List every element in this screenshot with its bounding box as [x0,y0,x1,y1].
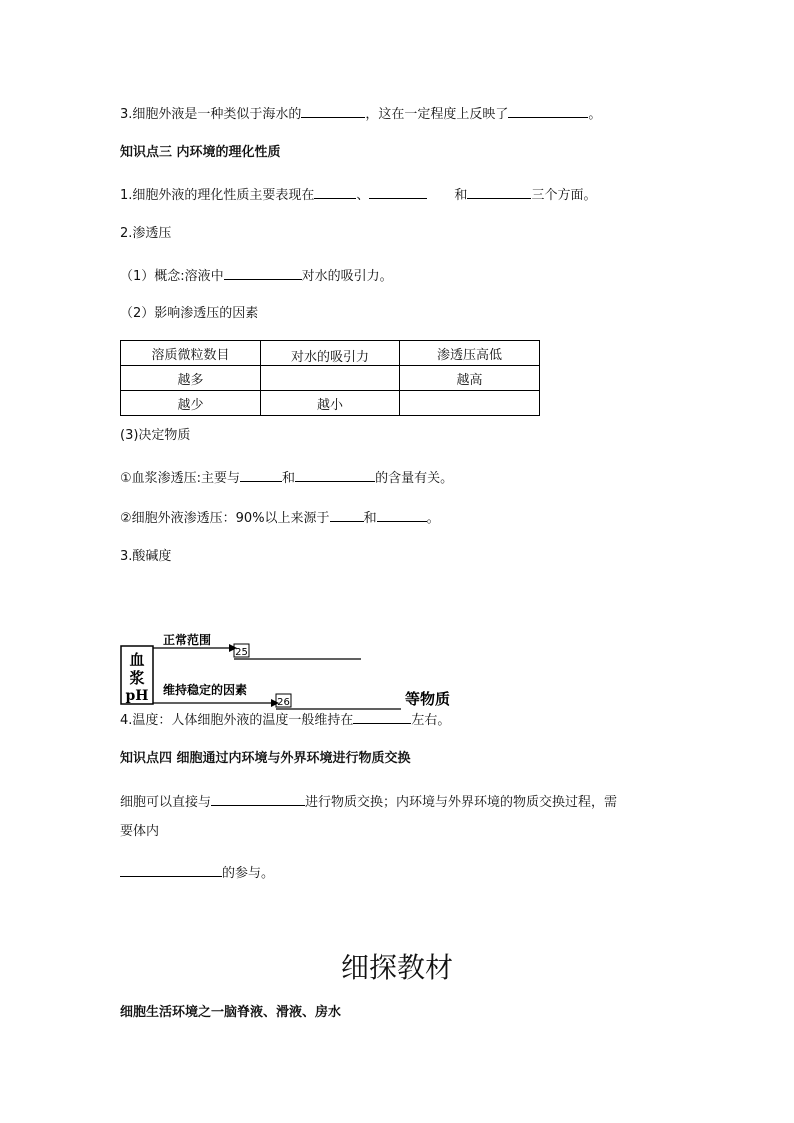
text: 进行物质交换；内环境与外界环境的物质交换过程，需 [305,795,618,810]
fill-blank[interactable] [467,184,531,199]
fill-blank[interactable] [301,103,365,118]
text-line-factors: （2）影响渗透压的因素 [120,306,259,321]
table-cell: 越高 [400,366,540,391]
fill-blank[interactable] [224,265,302,280]
arrow1-label: 正常范围 [163,633,212,647]
fill-blank[interactable] [240,467,282,482]
ph-diagram [119,628,479,710]
text: ①血浆渗透压:主要与 [120,471,241,486]
table-cell: 越小 [261,391,400,416]
text: 和 [363,511,377,526]
tail-text: 等物质 [405,690,451,708]
text-line-osmotic: 2.渗透压 [120,226,172,241]
fill-blank[interactable] [508,103,588,118]
fill-blank[interactable] [211,791,305,806]
text: 3.细胞外液是一种类似于海水的 [120,107,302,122]
text-line-exchange-cont: 要体内 [120,824,160,839]
text: 的参与。 [222,866,275,881]
fill-blank[interactable] [295,467,375,482]
text: ，这在一定程度上反映了 [365,107,509,122]
text: （1）概念:溶液中 [120,269,224,284]
section-title-3: 知识点三 内环境的理化性质 [120,145,281,160]
text-line-concept [120,265,393,286]
text-line-exchange [120,791,617,812]
table-row [121,391,540,416]
subheading: 细胞生活环境之一脑脊液、滑液、房水 [120,1005,342,1020]
text: 三个方面。 [531,188,597,203]
fill-blank[interactable] [377,507,427,522]
text-line-properties [120,184,596,205]
text: 4.温度：人体细胞外液的温度一般维持在 [120,713,354,728]
text: 、 [356,188,370,203]
box-text: 血 [129,651,145,669]
text-line-temperature [120,709,450,730]
text-line-participation [120,862,274,883]
table-header-cell: 对水的吸引力 [261,341,400,366]
text: 左右。 [411,713,451,728]
text: 的含量有关。 [375,471,454,486]
table-cell: 越多 [121,366,261,391]
box-text: pH [125,688,149,704]
table-row [121,366,540,391]
text: 1.细胞外液的理化性质主要表现在 [120,188,315,203]
box-text: 浆 [129,669,145,687]
text: 。 [426,511,440,526]
section-title-4: 知识点四 细胞通过内环境与外界环境进行物质交换 [120,751,411,766]
text-line-plasma-osmotic [120,467,453,488]
fill-blank[interactable] [369,184,427,199]
arrow2-label: 维持稳定的因素 [163,683,248,697]
text-line-ecf-osmotic [120,507,440,528]
table-header-cell: 渗透压高低 [400,341,540,366]
text: 和 [282,471,296,486]
osmotic-factors-table [120,340,540,416]
text: 细胞可以直接与 [120,795,212,810]
text: ②细胞外液渗透压：90%以上来源于 [120,511,330,526]
fill-blank[interactable] [330,507,364,522]
fill-blank[interactable] [353,709,411,724]
table-cell [400,391,540,416]
text-line-ph: 3.酸碱度 [120,549,172,564]
text: 对水的吸引力。 [301,269,393,284]
fill-blank[interactable] [314,184,356,199]
text: 和 [454,188,468,203]
text-line-seawater [120,103,601,124]
text-line-determinants: (3)决定物质 [120,428,191,443]
table-header-cell: 溶质微粒数目 [121,341,261,366]
tag-26: 26 [277,697,290,708]
table-cell [261,366,400,391]
page-heading: 细探教材 [340,951,453,984]
fill-blank[interactable] [120,862,222,877]
table-row [121,341,540,366]
text: 。 [588,107,602,122]
tag-25: 25 [235,647,248,658]
table-cell: 越少 [121,391,261,416]
